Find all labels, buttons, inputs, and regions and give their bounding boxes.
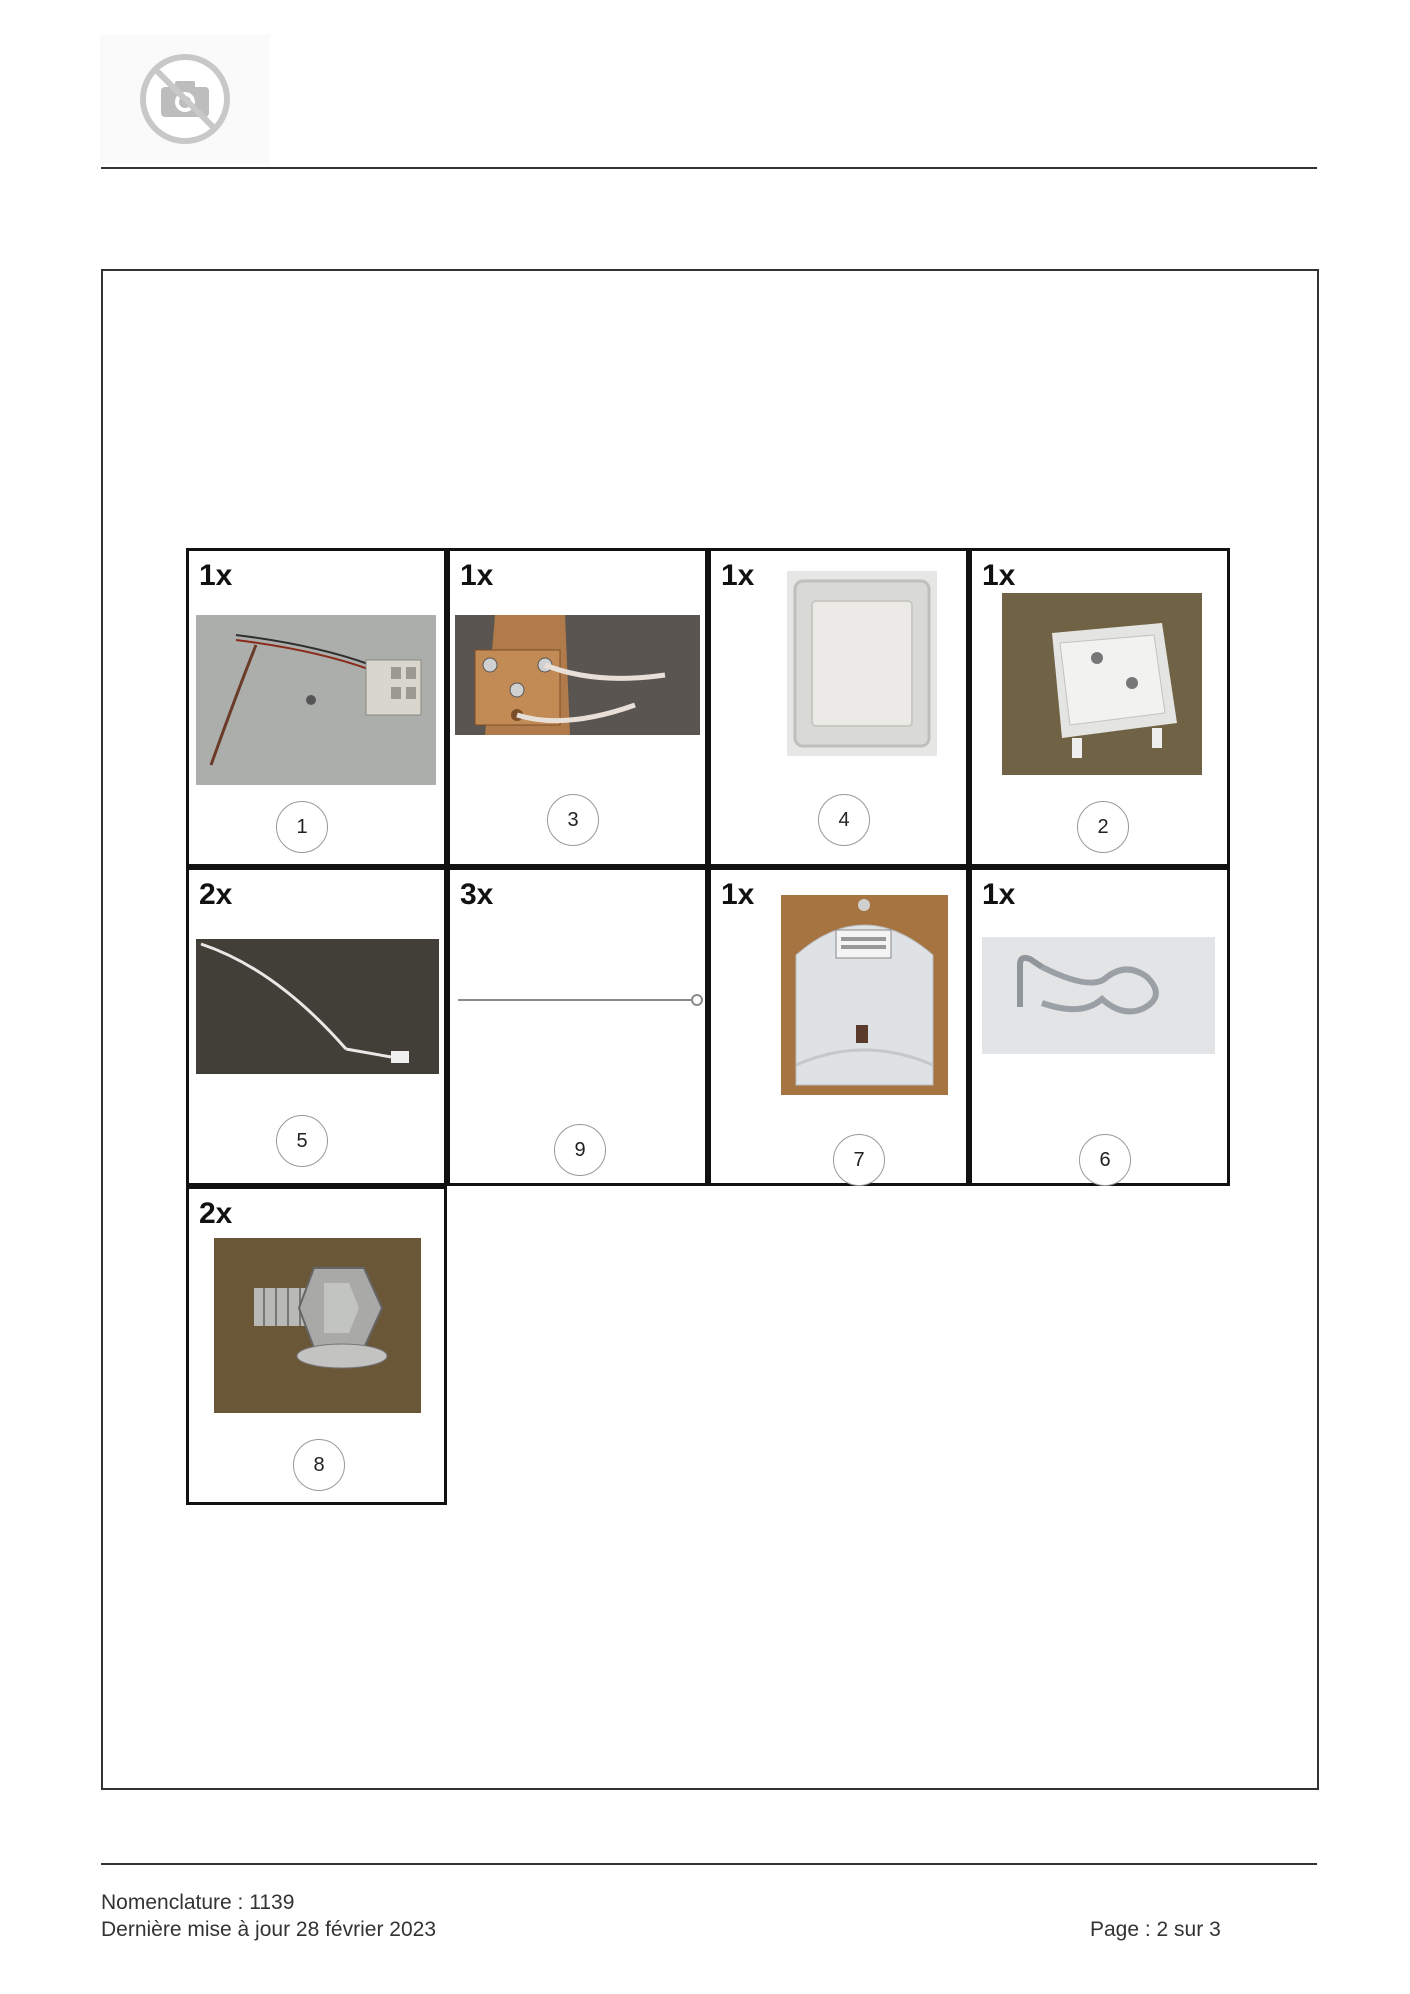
part-cell bbox=[186, 1186, 447, 1505]
part-quantity: 1x bbox=[199, 559, 233, 592]
heating-element-photo bbox=[455, 615, 700, 735]
part-quantity: 1x bbox=[460, 559, 494, 592]
part-number: 5 bbox=[276, 1115, 328, 1167]
part-quantity: 1x bbox=[982, 878, 1016, 911]
wire-with-terminal-photo bbox=[196, 939, 439, 1074]
footer-page-number: Page : 2 sur 3 bbox=[1090, 1918, 1221, 1941]
part-number: 1 bbox=[276, 801, 328, 853]
footer-divider bbox=[101, 1863, 1317, 1865]
part-cell bbox=[969, 867, 1230, 1186]
part-quantity: 1x bbox=[721, 878, 755, 911]
part-quantity: 1x bbox=[982, 559, 1016, 592]
part-cell bbox=[186, 867, 447, 1186]
rocker-switch-photo bbox=[1002, 593, 1202, 775]
no-camera-icon bbox=[137, 51, 233, 147]
rectangular-gasket-photo bbox=[787, 571, 937, 756]
part-number: 6 bbox=[1079, 1134, 1131, 1186]
part-cell bbox=[969, 548, 1230, 867]
part-number: 4 bbox=[818, 794, 870, 846]
part-cell bbox=[708, 867, 969, 1186]
part-quantity: 3x bbox=[460, 878, 494, 911]
logo bbox=[100, 34, 270, 164]
part-number: 7 bbox=[833, 1134, 885, 1186]
part-cell bbox=[186, 548, 447, 867]
part-number: 3 bbox=[547, 794, 599, 846]
part-number: 8 bbox=[293, 1439, 345, 1491]
part-cell bbox=[708, 548, 969, 867]
thermostat-with-probe-photo bbox=[196, 615, 436, 785]
footer-last-updated: Dernière mise à jour 28 février 2023 bbox=[101, 1918, 436, 1941]
part-number: 9 bbox=[554, 1124, 606, 1176]
parts-grid bbox=[186, 548, 1230, 1510]
part-number: 2 bbox=[1077, 801, 1129, 853]
footer-nomenclature: Nomenclature : 1139 bbox=[101, 1891, 295, 1914]
wire-clip-photo bbox=[982, 937, 1215, 1054]
cover-cap-photo bbox=[781, 895, 948, 1095]
part-quantity: 2x bbox=[199, 878, 233, 911]
part-quantity: 1x bbox=[721, 559, 755, 592]
part-cell bbox=[447, 867, 708, 1186]
part-quantity: 2x bbox=[199, 1197, 233, 1230]
hex-bolt-photo bbox=[214, 1238, 421, 1413]
tie-rod-photo bbox=[456, 990, 706, 1010]
header-divider bbox=[101, 167, 1317, 169]
part-cell bbox=[447, 548, 708, 867]
